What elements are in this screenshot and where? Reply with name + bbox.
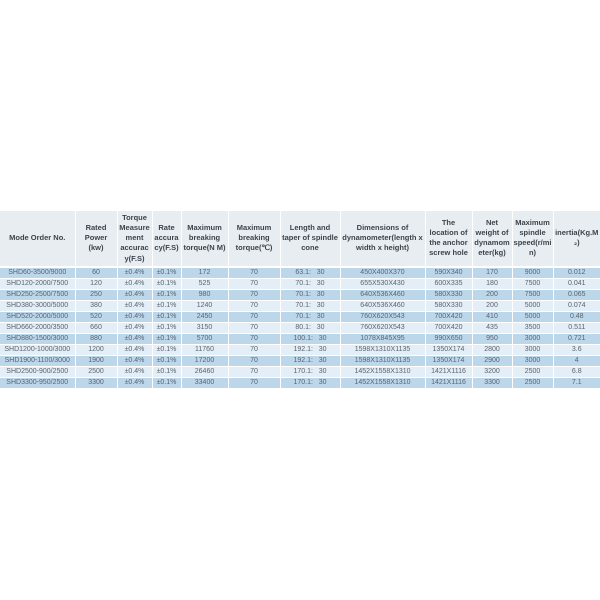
rate-accuracy-cell: ±0.1% <box>152 333 181 344</box>
anchor-screw-hole-cell: 580X330 <box>425 300 472 311</box>
max-breaking-torque-cell: 17200 <box>181 355 228 366</box>
net-weight-cell: 2800 <box>472 344 512 355</box>
spindle-cone-cell: 170.1: 30 <box>280 366 340 377</box>
table-row <box>0 366 600 377</box>
max-breaking-torque-cell: 980 <box>181 289 228 300</box>
max-spindle-speed-cell: 7500 <box>512 289 553 300</box>
mode-order-no-cell: SHD660-2000/3500 <box>0 322 75 333</box>
max-breaking-temp-cell: 70 <box>228 300 280 311</box>
dynamometer-dimensions-cell: 640X536X460 <box>340 289 425 300</box>
anchor-screw-hole-cell: 700X420 <box>425 322 472 333</box>
anchor-screw-hole-cell: 1350X174 <box>425 355 472 366</box>
table-row <box>0 355 600 366</box>
spindle-cone-cell: 70.1: 30 <box>280 278 340 289</box>
table-row <box>0 322 600 333</box>
dynamometer-dimensions-cell: 1452X1558X1310 <box>340 377 425 388</box>
spindle-cone-cell: 100.1: 30 <box>280 333 340 344</box>
max-breaking-temp-cell: 70 <box>228 311 280 322</box>
table-header <box>0 211 600 267</box>
mode-order-no-cell: SHD380-3000/5000 <box>0 300 75 311</box>
torque-measurement-accuracy-cell: ±0.4% <box>117 311 152 322</box>
mode-order-no-cell: SHD1200-1000/3000 <box>0 344 75 355</box>
max-spindle-speed-cell: 7500 <box>512 278 553 289</box>
dynamometer-dimensions-cell: 655X530X430 <box>340 278 425 289</box>
rate-accuracy-cell: ±0.1% <box>152 311 181 322</box>
rated-power-cell: 3300 <box>75 377 117 388</box>
inertia-cell: 3.6 <box>553 344 600 355</box>
max-breaking-torque-cell: 2450 <box>181 311 228 322</box>
torque-measurement-accuracy-cell: ±0.4% <box>117 289 152 300</box>
rate-accuracy-cell: ±0.1% <box>152 377 181 388</box>
spindle-cone-cell: 192.1: 30 <box>280 344 340 355</box>
mode-order-no-cell: SHD520-2000/5000 <box>0 311 75 322</box>
inertia-cell: 0.511 <box>553 322 600 333</box>
max-spindle-speed-cell: 3500 <box>512 322 553 333</box>
rated-power-cell: 660 <box>75 322 117 333</box>
rate-accuracy-cell: ±0.1% <box>152 366 181 377</box>
net-weight-cell: 435 <box>472 322 512 333</box>
inertia-cell: 0.041 <box>553 278 600 289</box>
col-header-rated-power: Rated Power (kw) <box>75 211 117 267</box>
max-breaking-torque-cell: 172 <box>181 267 228 279</box>
table-row <box>0 289 600 300</box>
max-breaking-temp-cell: 70 <box>228 355 280 366</box>
col-header-net-weight: Net weight of dynamometer(kg) <box>472 211 512 267</box>
rate-accuracy-cell: ±0.1% <box>152 322 181 333</box>
table-row <box>0 267 600 279</box>
rated-power-cell: 380 <box>75 300 117 311</box>
anchor-screw-hole-cell: 1350X174 <box>425 344 472 355</box>
table-row <box>0 300 600 311</box>
rate-accuracy-cell: ±0.1% <box>152 355 181 366</box>
col-header-mode-order-no: Mode Order No. <box>0 211 75 267</box>
max-spindle-speed-cell: 5000 <box>512 300 553 311</box>
table-body <box>0 267 600 389</box>
rate-accuracy-cell: ±0.1% <box>152 278 181 289</box>
mode-order-no-cell: SHD880-1500/3000 <box>0 333 75 344</box>
col-header-inertia: inertia(Kg.M₂) <box>553 211 600 267</box>
inertia-cell: 6.8 <box>553 366 600 377</box>
rated-power-cell: 520 <box>75 311 117 322</box>
col-header-max-spindle-speed: Maximum spindle speed(r/min) <box>512 211 553 267</box>
col-header-spindle-cone: Length and taper of spindle cone <box>280 211 340 267</box>
max-spindle-speed-cell: 5000 <box>512 311 553 322</box>
max-breaking-torque-cell: 11760 <box>181 344 228 355</box>
max-breaking-temp-cell: 70 <box>228 366 280 377</box>
inertia-cell: 7.1 <box>553 377 600 388</box>
net-weight-cell: 2900 <box>472 355 512 366</box>
inertia-cell: 0.721 <box>553 333 600 344</box>
net-weight-cell: 950 <box>472 333 512 344</box>
rated-power-cell: 1200 <box>75 344 117 355</box>
mode-order-no-cell: SHD60-3500/9000 <box>0 267 75 279</box>
dynamometer-dimensions-cell: 450X400X370 <box>340 267 425 279</box>
spindle-cone-cell: 70.1: 30 <box>280 289 340 300</box>
col-header-dynamometer-dimensions: Dimensions of dynamometer(length x width x height) <box>340 211 425 267</box>
max-breaking-torque-cell: 1240 <box>181 300 228 311</box>
rated-power-cell: 2500 <box>75 366 117 377</box>
torque-measurement-accuracy-cell: ±0.4% <box>117 278 152 289</box>
max-breaking-torque-cell: 3150 <box>181 322 228 333</box>
table-row <box>0 333 600 344</box>
table-row <box>0 377 600 388</box>
torque-measurement-accuracy-cell: ±0.4% <box>117 322 152 333</box>
max-breaking-torque-cell: 26460 <box>181 366 228 377</box>
net-weight-cell: 3200 <box>472 366 512 377</box>
net-weight-cell: 3300 <box>472 377 512 388</box>
max-spindle-speed-cell: 2500 <box>512 377 553 388</box>
max-spindle-speed-cell: 9000 <box>512 267 553 279</box>
max-breaking-temp-cell: 70 <box>228 267 280 279</box>
max-breaking-torque-cell: 33400 <box>181 377 228 388</box>
col-header-rate-accuracy: Rate accuracy(F.S) <box>152 211 181 267</box>
max-breaking-temp-cell: 70 <box>228 289 280 300</box>
max-breaking-temp-cell: 70 <box>228 377 280 388</box>
col-header-anchor-screw-hole: The location of the anchor screw hole <box>425 211 472 267</box>
anchor-screw-hole-cell: 590X340 <box>425 267 472 279</box>
dynamometer-dimensions-cell: 1452X1558X1310 <box>340 366 425 377</box>
table-row <box>0 278 600 289</box>
max-breaking-temp-cell: 70 <box>228 344 280 355</box>
anchor-screw-hole-cell: 1421X1116 <box>425 366 472 377</box>
rated-power-cell: 1900 <box>75 355 117 366</box>
rated-power-cell: 120 <box>75 278 117 289</box>
rated-power-cell: 250 <box>75 289 117 300</box>
torque-measurement-accuracy-cell: ±0.4% <box>117 333 152 344</box>
spindle-cone-cell: 63.1: 30 <box>280 267 340 279</box>
rated-power-cell: 880 <box>75 333 117 344</box>
header-row <box>0 211 600 267</box>
anchor-screw-hole-cell: 990X650 <box>425 333 472 344</box>
anchor-screw-hole-cell: 700X420 <box>425 311 472 322</box>
rated-power-cell: 60 <box>75 267 117 279</box>
net-weight-cell: 200 <box>472 300 512 311</box>
table-row <box>0 344 600 355</box>
table-row <box>0 311 600 322</box>
col-header-torque-measurement-accuracy: Torque Measurement accuracy(F.S) <box>117 211 152 267</box>
rate-accuracy-cell: ±0.1% <box>152 300 181 311</box>
dynamometer-dimensions-cell: 1078X845X95 <box>340 333 425 344</box>
anchor-screw-hole-cell: 600X335 <box>425 278 472 289</box>
dynamometer-dimensions-cell: 760X620X543 <box>340 322 425 333</box>
torque-measurement-accuracy-cell: ±0.4% <box>117 267 152 279</box>
torque-measurement-accuracy-cell: ±0.4% <box>117 355 152 366</box>
max-spindle-speed-cell: 3000 <box>512 355 553 366</box>
max-spindle-speed-cell: 2500 <box>512 366 553 377</box>
anchor-screw-hole-cell: 580X330 <box>425 289 472 300</box>
spindle-cone-cell: 80.1: 30 <box>280 322 340 333</box>
col-header-max-breaking-temp: Maximum breaking torque(℃) <box>228 211 280 267</box>
inertia-cell: 0.065 <box>553 289 600 300</box>
max-breaking-temp-cell: 70 <box>228 278 280 289</box>
torque-measurement-accuracy-cell: ±0.4% <box>117 344 152 355</box>
torque-measurement-accuracy-cell: ±0.4% <box>117 300 152 311</box>
inertia-cell: 0.48 <box>553 311 600 322</box>
spindle-cone-cell: 192.1: 30 <box>280 355 340 366</box>
inertia-cell: 0.074 <box>553 300 600 311</box>
max-breaking-torque-cell: 5700 <box>181 333 228 344</box>
net-weight-cell: 410 <box>472 311 512 322</box>
mode-order-no-cell: SHD3300-950/2500 <box>0 377 75 388</box>
max-spindle-speed-cell: 3000 <box>512 333 553 344</box>
inertia-cell: 4 <box>553 355 600 366</box>
torque-measurement-accuracy-cell: ±0.4% <box>117 366 152 377</box>
max-breaking-temp-cell: 70 <box>228 322 280 333</box>
dynamometer-spec-table <box>0 211 600 389</box>
max-breaking-torque-cell: 525 <box>181 278 228 289</box>
mode-order-no-cell: SHD2500-900/2500 <box>0 366 75 377</box>
net-weight-cell: 180 <box>472 278 512 289</box>
rate-accuracy-cell: ±0.1% <box>152 267 181 279</box>
spindle-cone-cell: 170.1: 30 <box>280 377 340 388</box>
inertia-cell: 0.012 <box>553 267 600 279</box>
dynamometer-dimensions-cell: 1598X1310X1135 <box>340 355 425 366</box>
mode-order-no-cell: SHD120-2000/7500 <box>0 278 75 289</box>
rate-accuracy-cell: ±0.1% <box>152 344 181 355</box>
spindle-cone-cell: 70.1: 30 <box>280 300 340 311</box>
dynamometer-dimensions-cell: 1598X1310X1135 <box>340 344 425 355</box>
net-weight-cell: 200 <box>472 289 512 300</box>
dynamometer-dimensions-cell: 760X620X543 <box>340 311 425 322</box>
net-weight-cell: 170 <box>472 267 512 279</box>
mode-order-no-cell: SHD250-2500/7500 <box>0 289 75 300</box>
max-breaking-temp-cell: 70 <box>228 333 280 344</box>
anchor-screw-hole-cell: 1421X1116 <box>425 377 472 388</box>
rate-accuracy-cell: ±0.1% <box>152 289 181 300</box>
spindle-cone-cell: 70.1: 30 <box>280 311 340 322</box>
col-header-max-breaking-torque: Maximum breaking torque(N M) <box>181 211 228 267</box>
torque-measurement-accuracy-cell: ±0.4% <box>117 377 152 388</box>
dynamometer-dimensions-cell: 640X536X460 <box>340 300 425 311</box>
max-spindle-speed-cell: 3000 <box>512 344 553 355</box>
mode-order-no-cell: SHD1900-1100/3000 <box>0 355 75 366</box>
